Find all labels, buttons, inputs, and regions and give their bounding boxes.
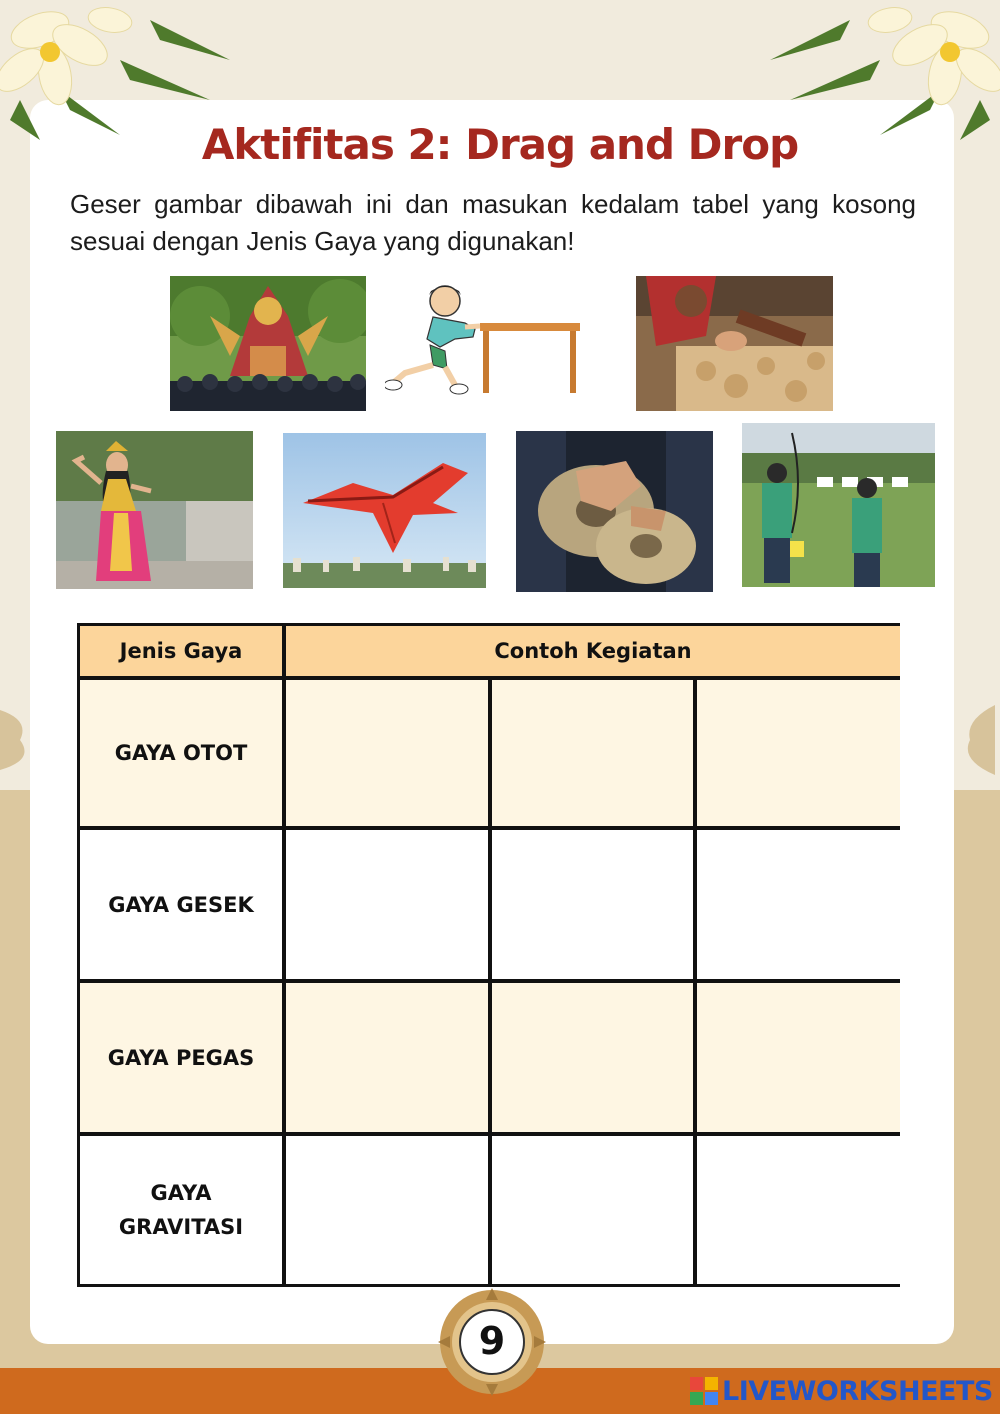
row-label-gaya-pegas: GAYA PEGAS (80, 983, 282, 1132)
drop-zone-gaya-pegas-3[interactable] (697, 983, 900, 1132)
drop-zone-gaya-pegas-1[interactable] (286, 983, 488, 1132)
red-kite-image[interactable] (283, 433, 486, 588)
ogoh-ogoh-parade-image[interactable] (170, 276, 366, 411)
table-header-contoh-kegiatan: Contoh Kegiatan (286, 626, 900, 676)
instructions-text: Geser gambar dibawah ini dan masukan kedalam tabel yang kosong sesuai dengan Jenis Gaya yang digunakan! (70, 189, 916, 256)
page-title: Aktifitas 2: Drag and Drop (201, 120, 799, 169)
frangipani-flower-icon (0, 0, 230, 140)
cymbals-ceng-ceng-image[interactable] (516, 431, 713, 592)
drop-zone-gaya-gesek-2[interactable] (492, 830, 693, 979)
drop-zone-gaya-gravitasi-2[interactable] (492, 1136, 693, 1284)
row-label-gaya-gravitasi: GAYA GRAVITASI (80, 1136, 282, 1284)
drop-zone-gaya-gesek-1[interactable] (286, 830, 488, 979)
frangipani-flower-icon (770, 0, 1000, 140)
boy-pushing-table-image[interactable] (385, 281, 583, 399)
ornament-icon (0, 700, 40, 780)
row-label-gaya-otot: GAYA OTOT (80, 680, 282, 826)
wood-carving-image[interactable] (636, 276, 833, 411)
drop-zone-gaya-gravitasi-1[interactable] (286, 1136, 488, 1284)
liveworksheets-logo-text: LIVEWORKSHEETS (722, 1375, 993, 1407)
balinese-dancer-image[interactable] (56, 431, 253, 589)
table-header-jenis-gaya: Jenis Gaya (80, 626, 282, 676)
page-number: 9 (478, 1319, 506, 1363)
force-type-table (77, 623, 900, 1287)
drop-zone-gaya-otot-2[interactable] (492, 680, 693, 826)
drop-zone-gaya-gravitasi-3[interactable] (697, 1136, 900, 1284)
drop-zone-gaya-otot-3[interactable] (697, 680, 900, 826)
drop-zone-gaya-gesek-3[interactable] (697, 830, 900, 979)
liveworksheets-logo (690, 1374, 993, 1408)
drop-zone-gaya-otot-1[interactable] (286, 680, 488, 826)
liveworksheets-logo-icon (690, 1377, 718, 1405)
ornament-icon (955, 700, 995, 780)
drop-zone-gaya-pegas-2[interactable] (492, 983, 693, 1132)
row-label-gaya-gesek: GAYA GESEK (80, 830, 282, 979)
archery-image[interactable] (742, 423, 935, 587)
